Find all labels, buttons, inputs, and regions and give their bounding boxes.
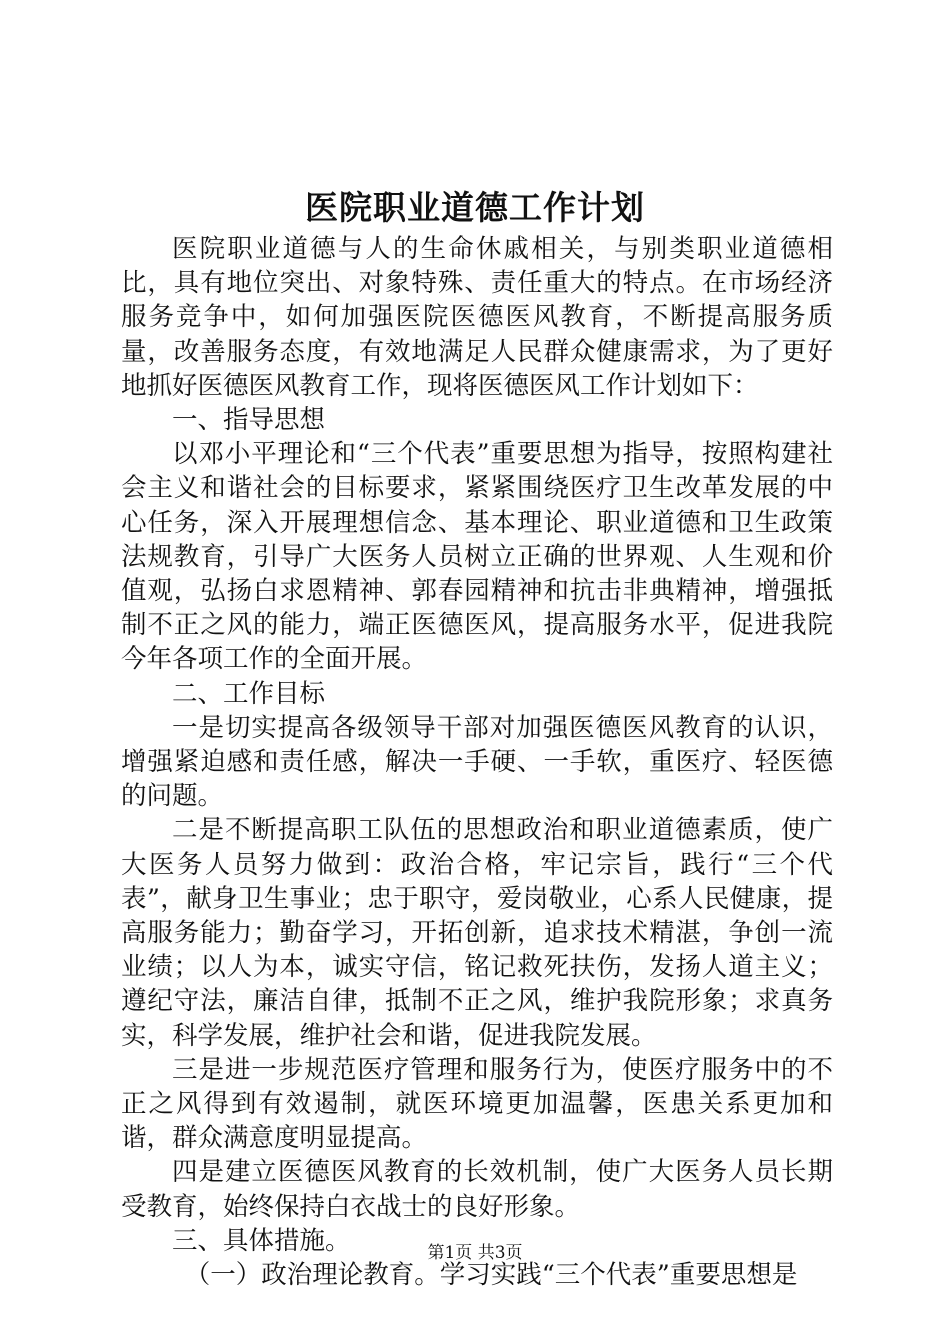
goal-one-paragraph: 一是切实提高各级领导干部对加强医德医风教育的认识，增强紧迫感和责任感，解决一手硬、一手软，重医疗、轻医德的问题。 [121,712,833,812]
goal-four-paragraph: 四是建立医德医风教育的长效机制，使广大医务人员长期受教育，始终保持白衣战士的良好形象。 [121,1157,833,1222]
section-heading-guiding-thought: 一、指导思想 [172,405,326,436]
goal-three-paragraph: 三是进一步规范医疗管理和服务行为，使医疗服务中的不正之风得到有效遏制，就医环境更加温馨，医患关系更加和谐，群众满意度明显提高。 [121,1054,833,1154]
section-heading-measures: 三、具体措施。 [172,1225,351,1256]
page-footer: 第1页 共3页 [427,1243,523,1263]
intro-paragraph: 医院职业道德与人的生命休戚相关，与别类职业道德相比，具有地位突出、对象特殊、责任重大的特点。在市场经济服务竞争中，如何加强医院医德医风教育，不断提高服务质量，改善服务态度，有效地满足人民群众健康需求，为了更好地抓好医德医风教育工作，现将医德医风工作计划如下： [121,234,833,401]
guiding-thought-paragraph: 以邓小平理论和“三个代表”重要思想为指导，按照构建社会主义和谐社会的目标要求，紧紧围绕医疗卫生改革发展的中心任务，深入开展理想信念、基本理论、职业道德和卫生政策法规教育，引导广大医务人员树立正确的世界观、人生观和价值观，弘扬白求恩精神、郭春园精神和抗击非典精神，增强抵制不正之风的能力，端正医德医风，提高服务水平，促进我院今年各项工作的全面开展。 [121,439,833,675]
page-title: 医院职业道德工作计划 [305,188,645,227]
goal-two-paragraph: 二是不断提高职工队伍的思想政治和职业道德素质，使广大医务人员努力做到：政治合格，牢记宗旨，践行“三个代表”，献身卫生事业；忠于职守，爱岗敬业，心系人民健康，提高服务能力；勤奋学习，开拓创新，追求技术精湛，争创一流业绩；以人为本，诚实守信，铭记救死扶伤，发扬人道主义；遵纪守法，廉洁自律，抵制不正之风，维护我院形象；求真务实，科学发展，维护社会和谐，促进我院发展。 [121,815,833,1051]
measure-one-paragraph: （一）政治理论教育。学习实践“三个代表”重要思想是 [184,1260,798,1291]
section-heading-work-goals: 二、工作目标 [172,678,326,709]
document-body [121,232,833,1292]
